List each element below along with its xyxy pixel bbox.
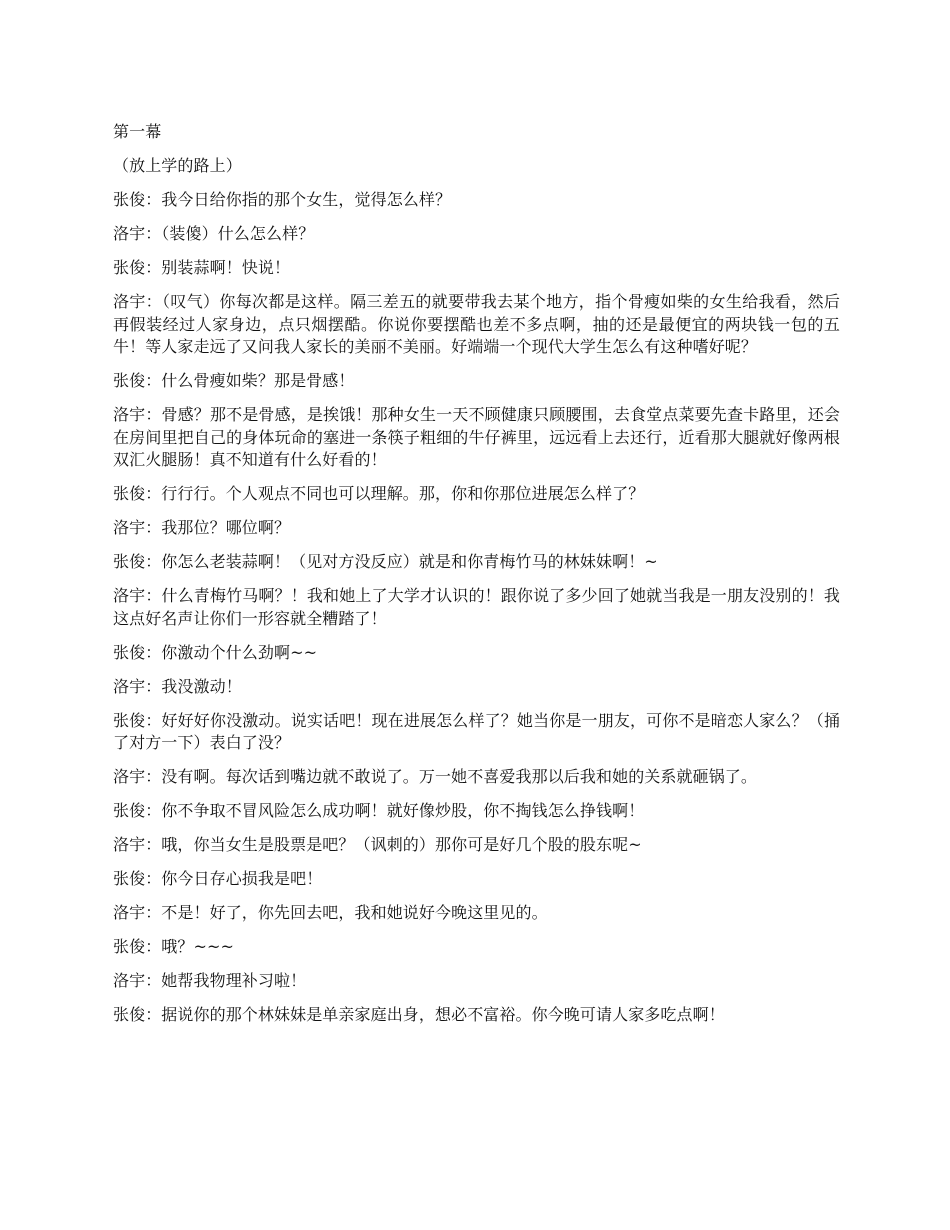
dialogue-line: 张俊：什么骨瘦如柴？那是骨感！ <box>113 371 355 390</box>
dialogue-line: 张俊：别装蒜啊！快说！ <box>113 258 291 277</box>
dialogue-line: 张俊：行行行。个人观点不同也可以理解。那，你和你那位进展怎么样了？ <box>113 484 645 503</box>
dialogue-line: 张俊：你不争取不冒风险怎么成功啊！就好像炒股，你不掏钱怎么挣钱啊！ <box>113 801 645 820</box>
dialogue-line: 洛宇：什么青梅竹马啊？！我和她上了大学才认识的！跟你说了多少回了她就当我是一朋友没别的！我这点好名声让你们一形容就全糟踏了！ <box>113 586 840 628</box>
dialogue-line: 张俊：据说你的那个林妹妹是单亲家庭出身，想必不富裕。你今晚可请人家多吃点啊！ <box>113 1005 725 1024</box>
dialogue-line: 洛宇：（叹气）你每次都是这样。隔三差五的就要带我去某个地方，指个骨瘦如柴的女生给我看，然后再假装经过人家身边，点只烟摆酷。你说你要摆酷也差不多点啊，抽的还是最便宜的两块钱一包的五牛！等人家走远了又问我人家长的美丽不美丽。好端端一个现代大学生怎么有这种嗜好呢？ <box>113 292 840 356</box>
dialogue-line: 张俊：我今日给你指的那个女生，觉得怎么样？ <box>113 190 452 209</box>
dialogue-line: 洛宇：（装傻）什么怎么样？ <box>113 224 315 243</box>
dialogue-line: 洛宇：我没激动！ <box>113 676 242 696</box>
dialogue-line: 张俊：哦？~~~ <box>113 937 235 956</box>
document-page <box>113 121 840 1038</box>
dialogue-line: 洛宇：哦，你当女生是股票是吧？（讽刺的）那你可是好几个股的股东呢~ <box>113 835 642 854</box>
dialogue-line: 张俊：好好好你没激动。说实话吧！现在进展怎么样了？她当你是一朋友，可你不是暗恋人家么？（捅了对方一下）表白了没？ <box>113 710 840 752</box>
dialogue-line: 张俊：你怎么老装蒜啊！（见对方没反应）就是和你青梅竹马的林妹妹啊！~ <box>113 552 658 571</box>
dialogue-line: 洛宇：我那位？哪位啊？ <box>113 518 291 537</box>
dialogue-line: 张俊：你今日存心损我是吧！ <box>113 869 323 888</box>
scene-heading: 第一幕 <box>113 122 162 141</box>
dialogue-line: 洛宇：她帮我物理补习啦！ <box>113 971 307 990</box>
dialogue-line: 洛宇：不是！好了，你先回去吧，我和她说好今晚这里见的。 <box>113 903 548 922</box>
dialogue-line: 洛宇：骨感？那不是骨感，是挨饿！那种女生一天不顾健康只顾腰围，去食堂点菜要先查卡路里，还会在房间里把自己的身体玩命的塞进一条筷子粗细的牛仔裤里，远远看上去还行，近看那大腿就好像两根双汇火腿肠！真不知道有什么好看的！ <box>113 405 840 469</box>
stage-direction: （放上学的路上） <box>113 156 242 175</box>
dialogue-line: 洛宇：没有啊。每次话到嘴边就不敢说了。万一她不喜爱我那以后我和她的关系就砸锅了。 <box>113 767 758 786</box>
dialogue-line: 张俊：你激动个什么劲啊~~ <box>113 642 318 662</box>
